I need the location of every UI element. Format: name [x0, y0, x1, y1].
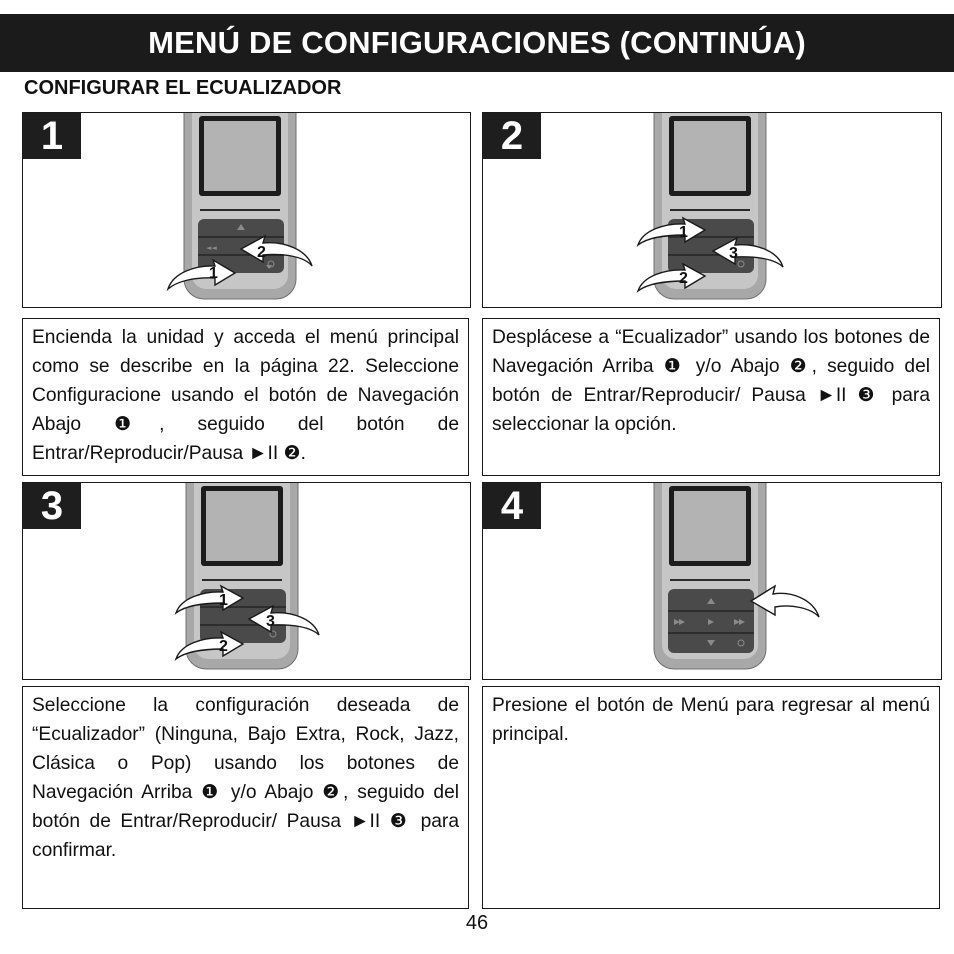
page-title: MENÚ DE CONFIGURACIONES (CONTINÚA) [148, 25, 806, 60]
step-3-text: Seleccione la configuración deseada de “Ecualizador” (Ninguna, Bajo Extra, Rock, Jazz, Clásica o Pop) usando los botones de Navegación Arriba ❶ y/o Abajo ❷, seguido del botón de Entrar/Reproducir/ Pausa ►II ❸ para confirmar. [32, 695, 459, 861]
callout-number: 2 [219, 638, 228, 655]
arrow-callouts [483, 113, 941, 307]
step-3-badge: 3 [23, 483, 81, 529]
arrow-callouts [23, 483, 470, 679]
callout-number: 1 [219, 592, 228, 609]
arrow-callouts [23, 113, 470, 307]
callout-number: 3 [266, 613, 275, 630]
callout-number: 2 [679, 270, 688, 287]
step-4-text: Presione el botón de Menú para regresar al menú principal. [492, 695, 930, 745]
section-heading: CONFIGURAR EL ECUALIZADOR [24, 77, 342, 99]
step-2-text: Desplácese a “Ecualizador” usando los botones de Navegación Arriba ❶ y/o Abajo ❷, seguido del botón de Entrar/Reproducir/ Pausa ►II ❸ para seleccionar la opción. [492, 327, 930, 435]
page-title-bar [0, 14, 954, 72]
callout-number: 2 [257, 244, 266, 261]
step-1-text: Encienda la unidad y acceda el menú principal como se describe en la página 22. Seleccione Configuracione usando el botón de Navegación Abajo ❶, seguido del botón de Entrar/Reproducir/Pausa ►II ❷. [32, 327, 459, 464]
arrow-callouts [483, 483, 941, 679]
step-2-image-panel [482, 112, 942, 308]
step-1-image-panel [22, 112, 471, 308]
step-1-badge: 1 [23, 113, 81, 159]
callout-number: 3 [729, 245, 738, 262]
step-3-instructions [22, 686, 469, 909]
page-number: 46 [465, 912, 489, 934]
callout-number: 1 [679, 224, 688, 241]
step-3-image-panel [22, 482, 471, 680]
step-4-badge: 4 [483, 483, 541, 529]
svg-text:◄◄: ◄◄ [206, 244, 217, 252]
step-4-instructions [482, 686, 940, 909]
step-2-badge: 2 [483, 113, 541, 159]
step-4-image-panel [482, 482, 942, 680]
step-1-instructions [22, 318, 469, 476]
callout-number: 1 [209, 265, 218, 282]
step-2-instructions [482, 318, 940, 476]
